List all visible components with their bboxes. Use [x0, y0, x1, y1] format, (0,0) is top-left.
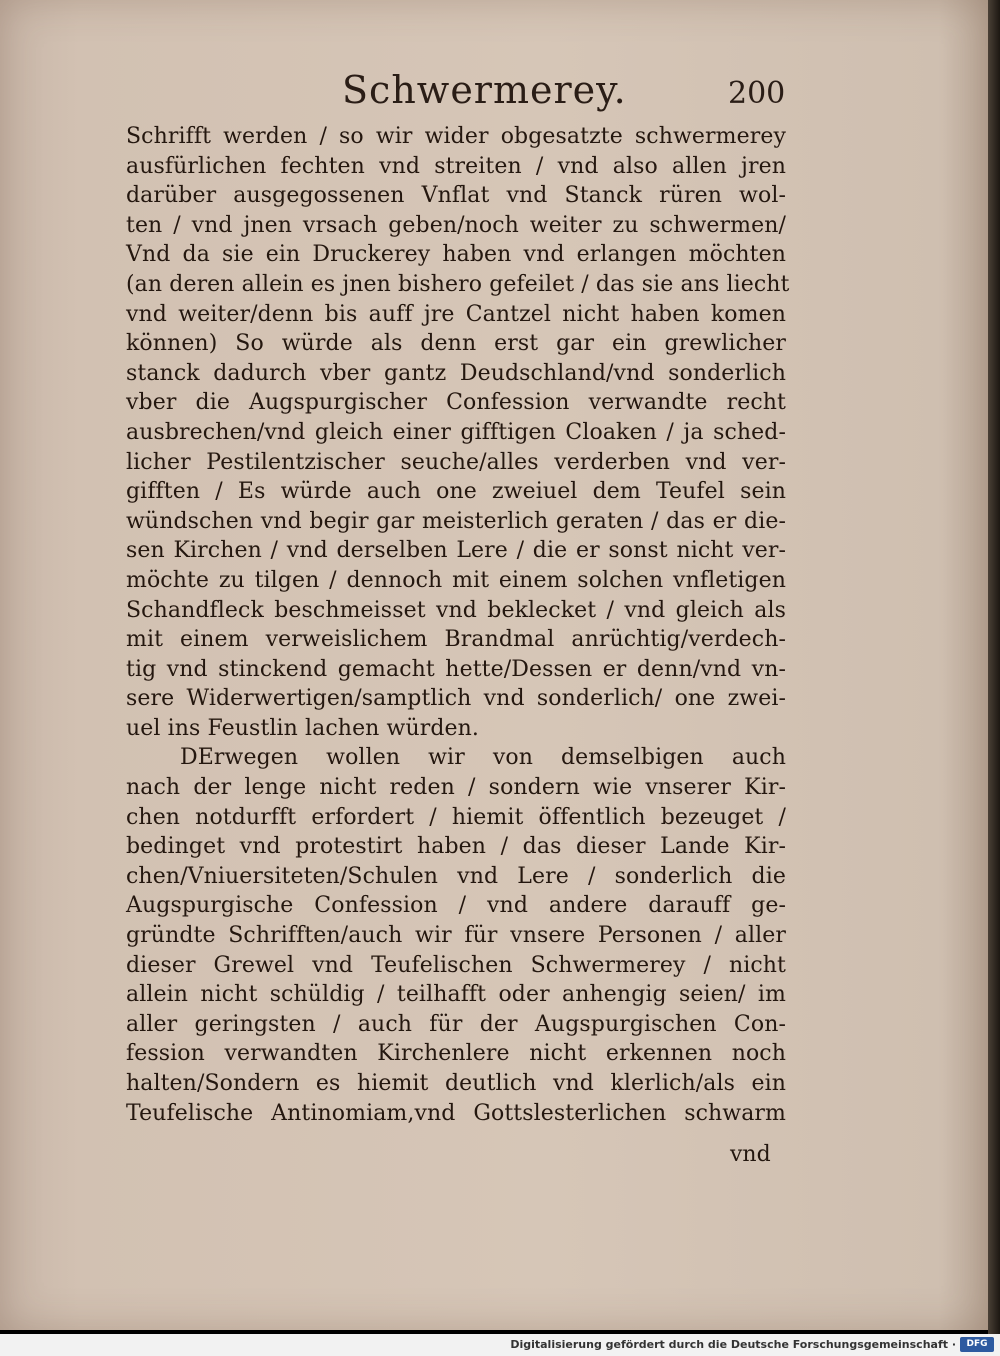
- text-line: allein nicht schüldig / teilhafft oder anhengig seien/ im: [126, 982, 786, 1008]
- footer-bar: [0, 1334, 1000, 1356]
- text-line: ausbrechen/vnd gleich einer gifftigen Cloaken / ja sched-: [126, 419, 786, 445]
- text-line: licher Pestilentzischer seuche/alles verderben vnd ver-: [126, 449, 786, 475]
- text-line: uel ins Feustlin lachen würden.: [126, 715, 480, 741]
- text-line: halten/Sondern es hiemit deutlich vnd klerlich/als ein: [126, 1071, 786, 1096]
- text-line: vnd weiter/denn bis auff jre Cantzel nicht haben komen: [126, 301, 786, 327]
- text-line: gifften / Es würde auch one zweiuel dem Teufel sein: [126, 479, 786, 505]
- text-line: sen Kirchen / vnd derselben Lere / die er sonst nicht ver-: [126, 538, 786, 564]
- text-line: wündschen vnd begir gar meisterlich geraten / das er die-: [126, 508, 786, 534]
- page-number: 200: [728, 76, 786, 111]
- text-line: fession verwandten Kirchenlere nicht erkennen noch: [126, 1041, 786, 1067]
- text-line: chen/Vniuersiteten/Schulen vnd Lere / sonderlich die: [126, 863, 786, 889]
- text-line: Schandfleck beschmeisset vnd beklecket / vnd gleich als: [126, 597, 786, 623]
- text-line: möchte zu tilgen / dennoch mit einem solchen vnfletigen: [126, 567, 786, 593]
- text-line: Schrifft werden / so wir wider obgesatzte schwermerey: [126, 124, 786, 149]
- text-line: Augspurgische Confession / vnd andere darauff ge-: [126, 893, 786, 919]
- text-line: darüber ausgegossenen Vnflat vnd Stanck rüren wol-: [126, 183, 786, 209]
- text-line: bedinget vnd protestirt haben / das dieser Lande Kir-: [126, 834, 786, 860]
- text-line: mit einem verweislichem Brandmal anrüchtig/verdech-: [126, 627, 786, 653]
- text-line: vber die Augspurgischer Confession verwandte recht: [126, 390, 786, 416]
- text-line: DErwegen wollen wir von demselbigen auch: [180, 745, 786, 771]
- text-line: nach der lenge nicht reden / sondern wie vnserer Kir-: [126, 775, 786, 801]
- dfg-logo-icon: DFG: [960, 1337, 994, 1352]
- text-line: tig vnd stinckend gemacht hette/Dessen er denn/vnd vn-: [126, 656, 786, 682]
- text-line: aller geringsten / auch für der Augspurgischen Con-: [126, 1011, 786, 1037]
- funding-credit: Digitalisierung gefördert durch die Deutsche Forschungsgemeinschaft ·: [510, 1338, 956, 1351]
- text-line: können) So würde als denn erst gar ein grewlicher: [126, 331, 786, 357]
- text-line: chen notdurfft erfordert / hiemit öffentlich bezeuget /: [126, 804, 786, 830]
- text-line: gründte Schrifften/auch wir für vnsere Personen / aller: [126, 923, 786, 949]
- text-line: ten / vnd jnen vrsach geben/noch weiter zu schwermen/: [126, 212, 786, 238]
- text-line: Vnd da sie ein Druckerey haben vnd erlangen möchten: [126, 242, 786, 268]
- page-edge: [988, 0, 1000, 1334]
- catchword: vnd: [730, 1142, 771, 1167]
- page-title: Schwermerey.: [342, 68, 627, 112]
- text-line: stanck dadurch vber gantz Deudschland/vnd sonderlich: [126, 360, 786, 386]
- text-line: (an deren allein es jnen bishero gefeilet / das sie ans liecht: [126, 271, 790, 297]
- text-line: sere Widerwertigen/samptlich vnd sonderlich/ one zwei-: [126, 686, 786, 712]
- body-text: [126, 122, 790, 1128]
- text-line: Teufelische Antinomiam,vnd Gottslesterlichen schwarm: [126, 1100, 786, 1126]
- running-head: [0, 68, 988, 118]
- text-line: ausfürlichen fechten vnd streiten / vnd also allen jren: [126, 153, 786, 179]
- text-line: dieser Grewel vnd Teufelischen Schwermerey / nicht: [126, 952, 786, 978]
